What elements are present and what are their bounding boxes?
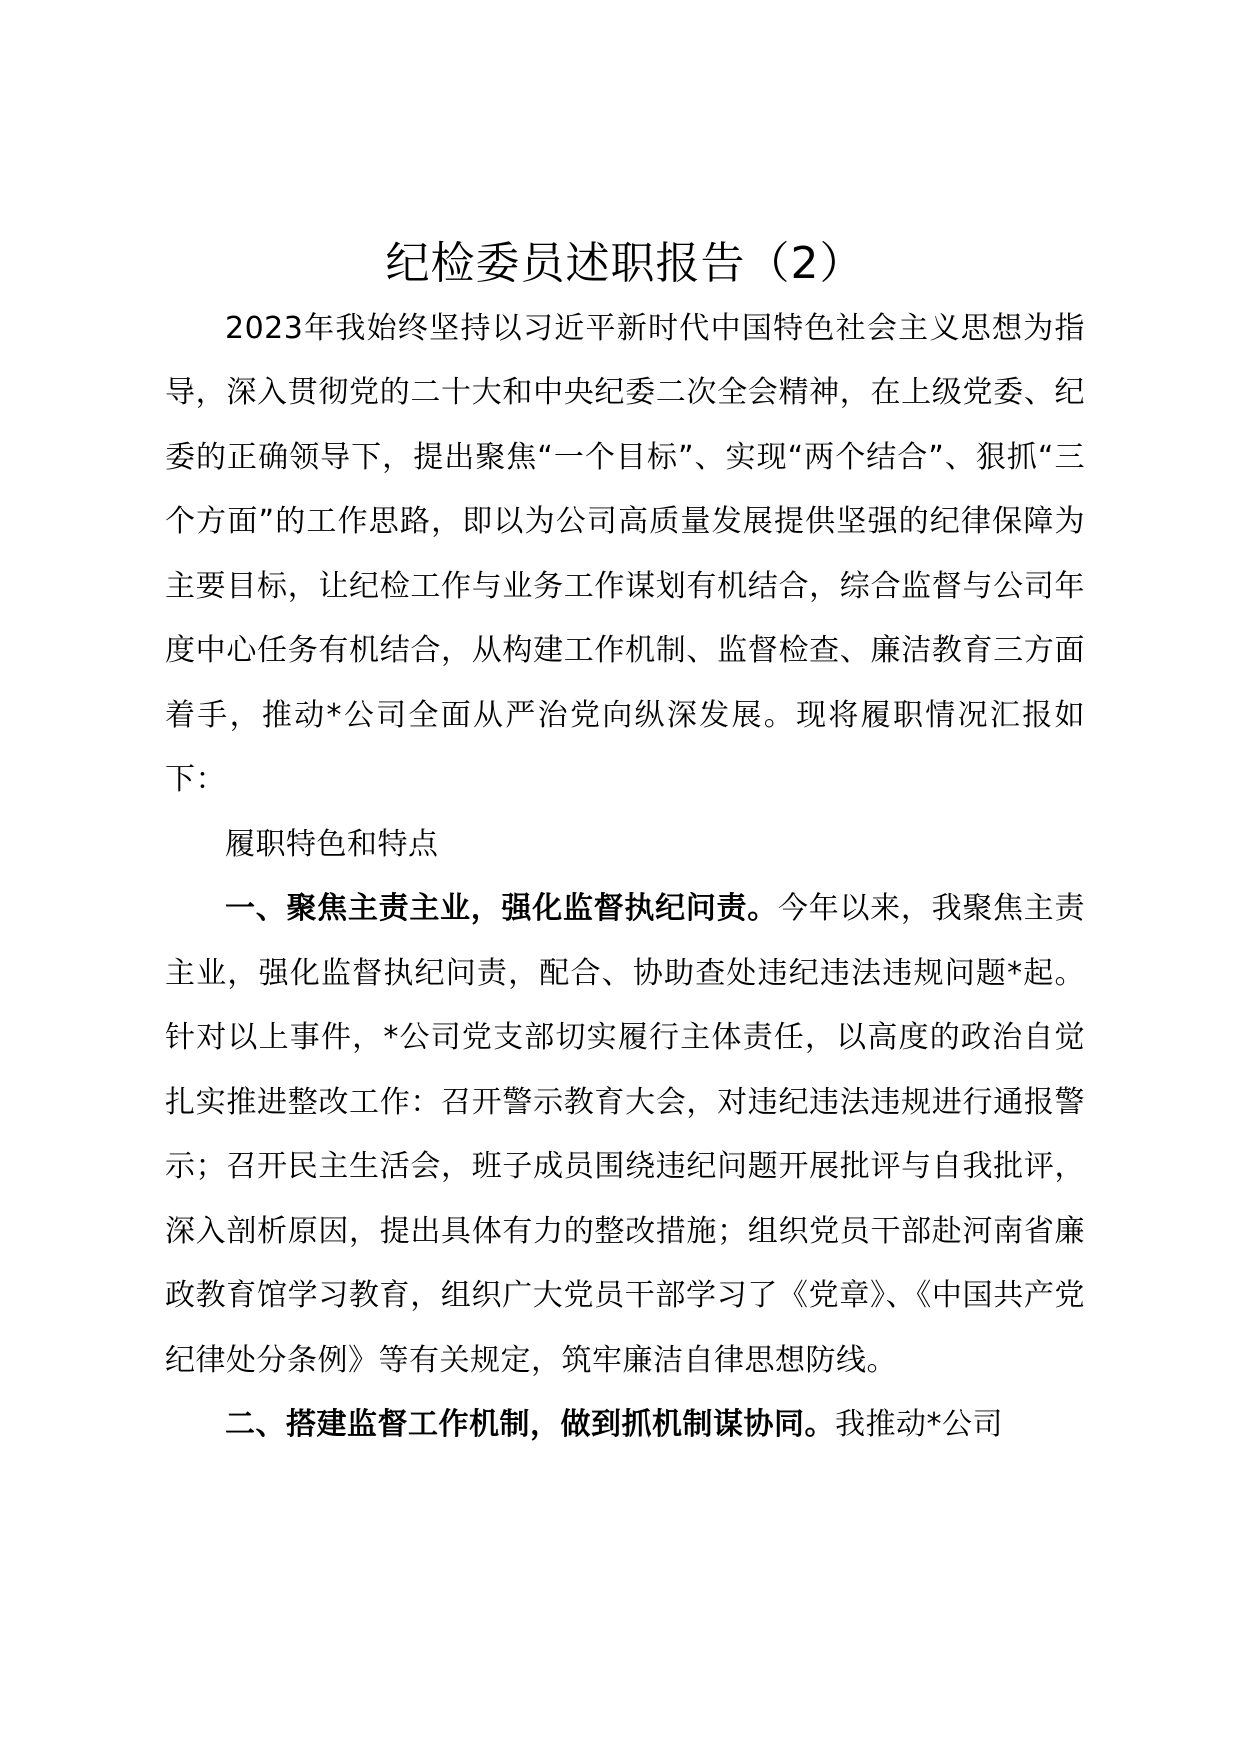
intro-paragraph: 2023年我始终坚持以习近平新时代中国特色社会主义思想为指导，深入贯彻党的二十大和中央纪委二次全会精神，在上级党委、纪委的正确领导下，提出聚焦“一个目标”、实现“两个结合”、狠抓“三个方面”的工作思路，即以为公司高质量发展提供坚强的纪律保障为主要目标，让纪检工作与业务工作谋划有机结合，综合监督与公司年度中心任务有机结合，从构建工作机制、监督检查、廉洁教育三方面着手，推动*公司全面从严治党向纵深发展。现将履职情况汇报如下： — [165, 310, 1085, 797]
section-2-lead: 二、搭建监督工作机制，做到抓机制谋协同。 — [225, 1407, 835, 1442]
section-2-body: 我推动*公司 — [835, 1407, 1003, 1442]
document-title: 纪检委员述职报告（2） — [385, 238, 865, 289]
section-1-lead: 一、聚焦主责主业，强化监督执纪问责。 — [225, 891, 778, 926]
section-1-paragraph — [165, 877, 1085, 1393]
section-1-body: 今年以来，我聚焦主责主业，强化监督执纪问责，配合、协助查处违纪违法违规问题*起。针对以上事件，*公司党支部切实履行主体责任，以高度的政治自觉扎实推进整改工作：召开警示教育大会，对违纪违法违规进行通报警示；召开民主生活会，班子成员围绕违纪问题开展批评与自我批评，深入剖析原因，提出具体有力的整改措施；组织党员干部赴河南省廉政教育馆学习教育，组织广大党员干部学习了《党章》、《中国共产党纪律处分条例》等有关规定，筑牢廉洁自律思想防线。 — [165, 891, 1085, 1378]
section-heading: 履职特色和特点 — [225, 826, 439, 862]
document-body — [165, 232, 1085, 1458]
section-2-paragraph — [165, 1393, 1085, 1458]
